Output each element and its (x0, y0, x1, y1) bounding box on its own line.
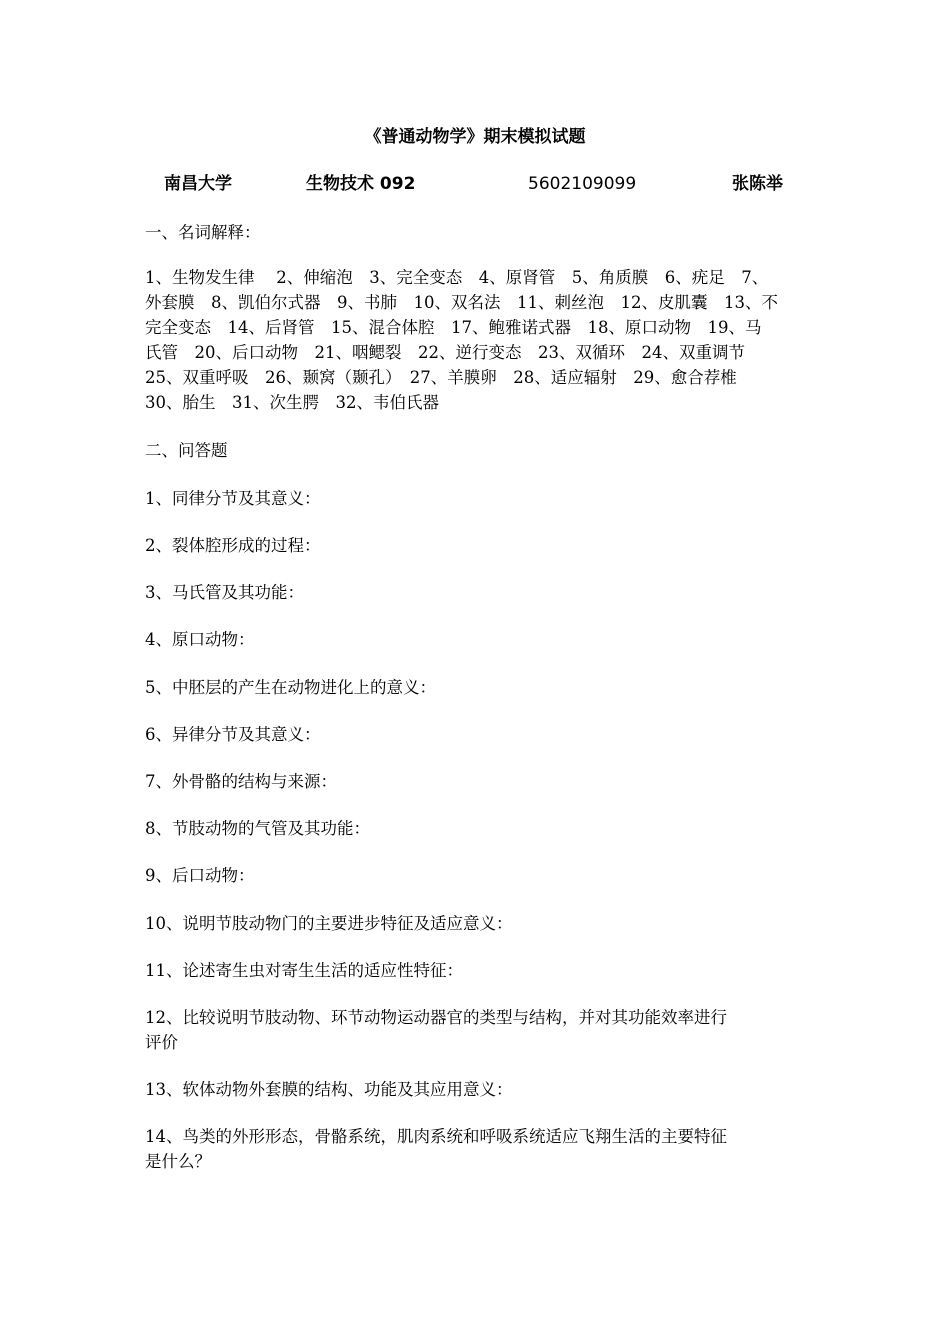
question-item: 10、说明节肢动物门的主要进步特征及适应意义： (145, 914, 513, 933)
terms-list (145, 265, 810, 415)
question-item-12-line1: 12、比较说明节肢动物、环节动物运动器官的类型与结构，并对其功能效率进行 (145, 1008, 727, 1027)
terms-line: 氏管 20、后口动物 21、咽鳃裂 22、逆行变态 23、双循环 24、双重调节 (145, 343, 745, 362)
question-item-13: 13、软体动物外套膜的结构、功能及其应用意义： (145, 1080, 513, 1099)
question-item: 7、外骨骼的结构与来源： (145, 772, 337, 791)
terms-line: 外套膜 8、凯伯尔式器 9、书肺 10、双名法 11、刺丝泡 12、皮肌囊 13、不 (145, 293, 778, 312)
section-heading-questions: 二、问答题 (145, 441, 228, 460)
question-item: 6、异律分节及其意义： (145, 725, 321, 744)
terms-line: 完全变态 14、后肾管 15、混合体腔 17、鲍雅诺式器 18、原口动物 19、马 (145, 318, 762, 337)
question-item: 2、裂体腔形成的过程： (145, 536, 321, 555)
student-id: 5602109099 (528, 174, 637, 194)
question-item: 9、后口动物： (145, 866, 255, 885)
question-item: 11、论述寄生虫对寄生生活的适应性特征： (145, 961, 463, 980)
question-item: 8、节肢动物的气管及其功能： (145, 819, 370, 838)
terms-line: 25、双重呼吸 26、颞窝（颞孔） 27、羊膜卵 28、适应辐射 29、愈合荐椎 (145, 368, 737, 387)
section-heading-terms: 一、名词解释： (145, 223, 261, 242)
question-item-14-line2: 是什么？ (145, 1152, 211, 1171)
terms-line: 1、生物发生律 2、伸缩泡 3、完全变态 4、原肾管 5、角质膜 6、疣足 7、 (145, 268, 769, 287)
exam-title: 《普通动物学》期末模拟试题 (364, 127, 586, 147)
student-name: 张陈举 (732, 174, 783, 194)
student-info-row (0, 173, 950, 197)
terms-line: 30、胎生 31、次生腭 32、韦伯氏器 (145, 393, 439, 412)
question-item: 3、马氏管及其功能： (145, 583, 304, 602)
question-item-12-line2: 评价 (145, 1033, 178, 1052)
question-item: 4、原口动物： (145, 630, 255, 649)
major-name: 生物技术 092 (306, 174, 416, 194)
question-item: 5、中胚层的产生在动物进化上的意义： (145, 678, 436, 697)
question-item-14-line1: 14、鸟类的外形形态，骨骼系统，肌肉系统和呼吸系统适应飞翔生活的主要特征 (145, 1127, 727, 1146)
question-item: 1、同律分节及其意义： (145, 489, 321, 508)
university-name: 南昌大学 (164, 174, 232, 194)
